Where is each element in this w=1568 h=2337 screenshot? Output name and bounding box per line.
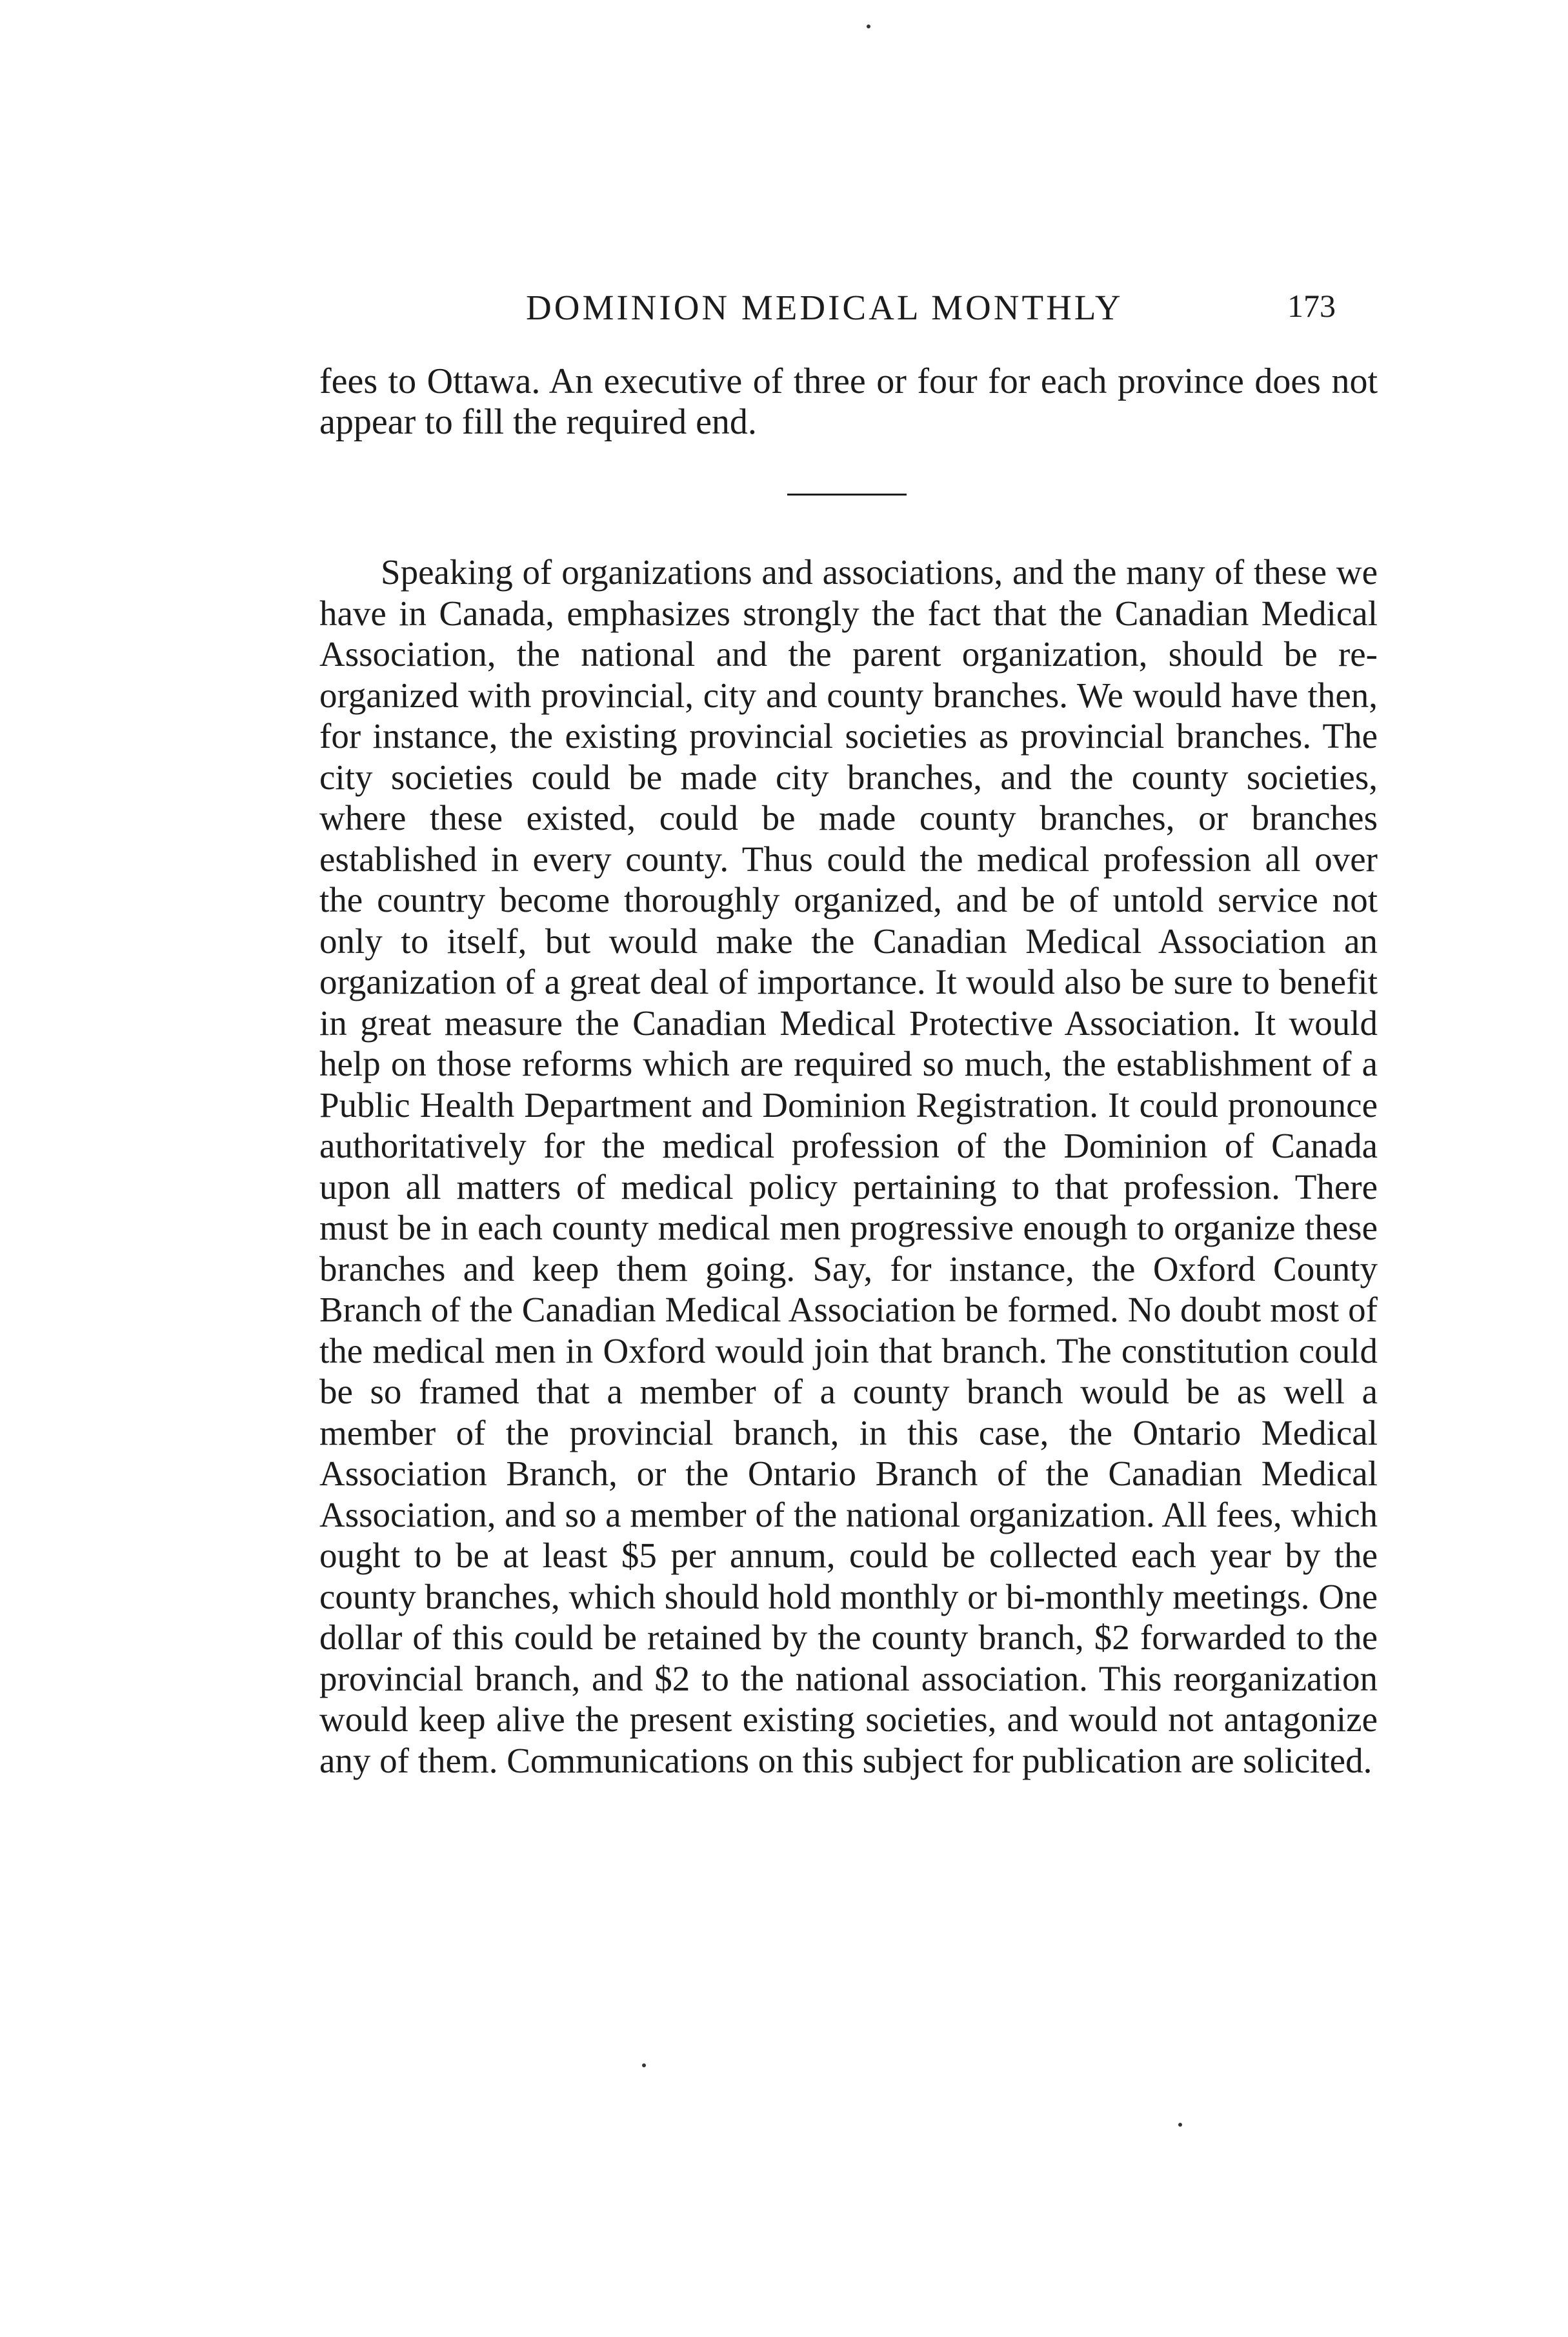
editorial-paragraph: Speaking of organizations and associations, and the many of these we have in Canada, emphasizes strongly the fact that the Canadian Medical Association, the national and the parent organization, should be re-organized with provincial, city and county branches. We would have then, for instance, the existing provincial societies as provincial branches. The city societies could be made city branches, and the county societies, where these existed, could be made county branches, or branches established in every county. Thus could the medical profession all over the country become thoroughly organized, and be of untold service not only to itself, but would make the Canadian Medical Association an organization of a great deal of importance. It would also be sure to benefit in great measure the Canadian Medical Protective Association. It would help on those reforms which are required so much, the establishment of a Public Health Department and Dominion Registration. It could pronounce authoritatively for the medical profession of the Dominion of Canada upon all matters of medical policy pertaining to that profession. There must be in each county medical men progressive enough to organize these branches and keep them going. Say, for instance, the Oxford County Branch of the Canadian Medical Association be formed. No doubt most of the medical men in Oxford would join that branch. The constitution could be so framed that a member of a county branch would be as well a member of the provincial branch, in this case, the Ontario Medical Association Branch, or the Ontario Branch of the Canadian Medical Association, and so a member of the national organization. All fees, which ought to be at least $5 per annum, could be collected each year by the county branches, which should hold monthly or bi-monthly meetings. One dollar of this could be retained by the county branch, $2 forwarded to the provincial branch, and $2 to the national association. This reorganization would keep alive the present existing societies, and would not antagonize any of them. Communications on this subject for publication are solicited. bbox=[319, 552, 1378, 1780]
section-divider bbox=[787, 494, 907, 496]
continued-paragraph: fees to Ottawa. An executive of three or four for each province does not appear to fill the required end. bbox=[319, 361, 1378, 442]
print-speck bbox=[642, 2063, 646, 2067]
running-head: DOMINION MEDICAL MONTHLY bbox=[526, 288, 1123, 327]
print-speck bbox=[867, 25, 870, 28]
page-header bbox=[0, 287, 1568, 332]
print-speck bbox=[1178, 2123, 1182, 2127]
page-number: 173 bbox=[1287, 288, 1336, 324]
